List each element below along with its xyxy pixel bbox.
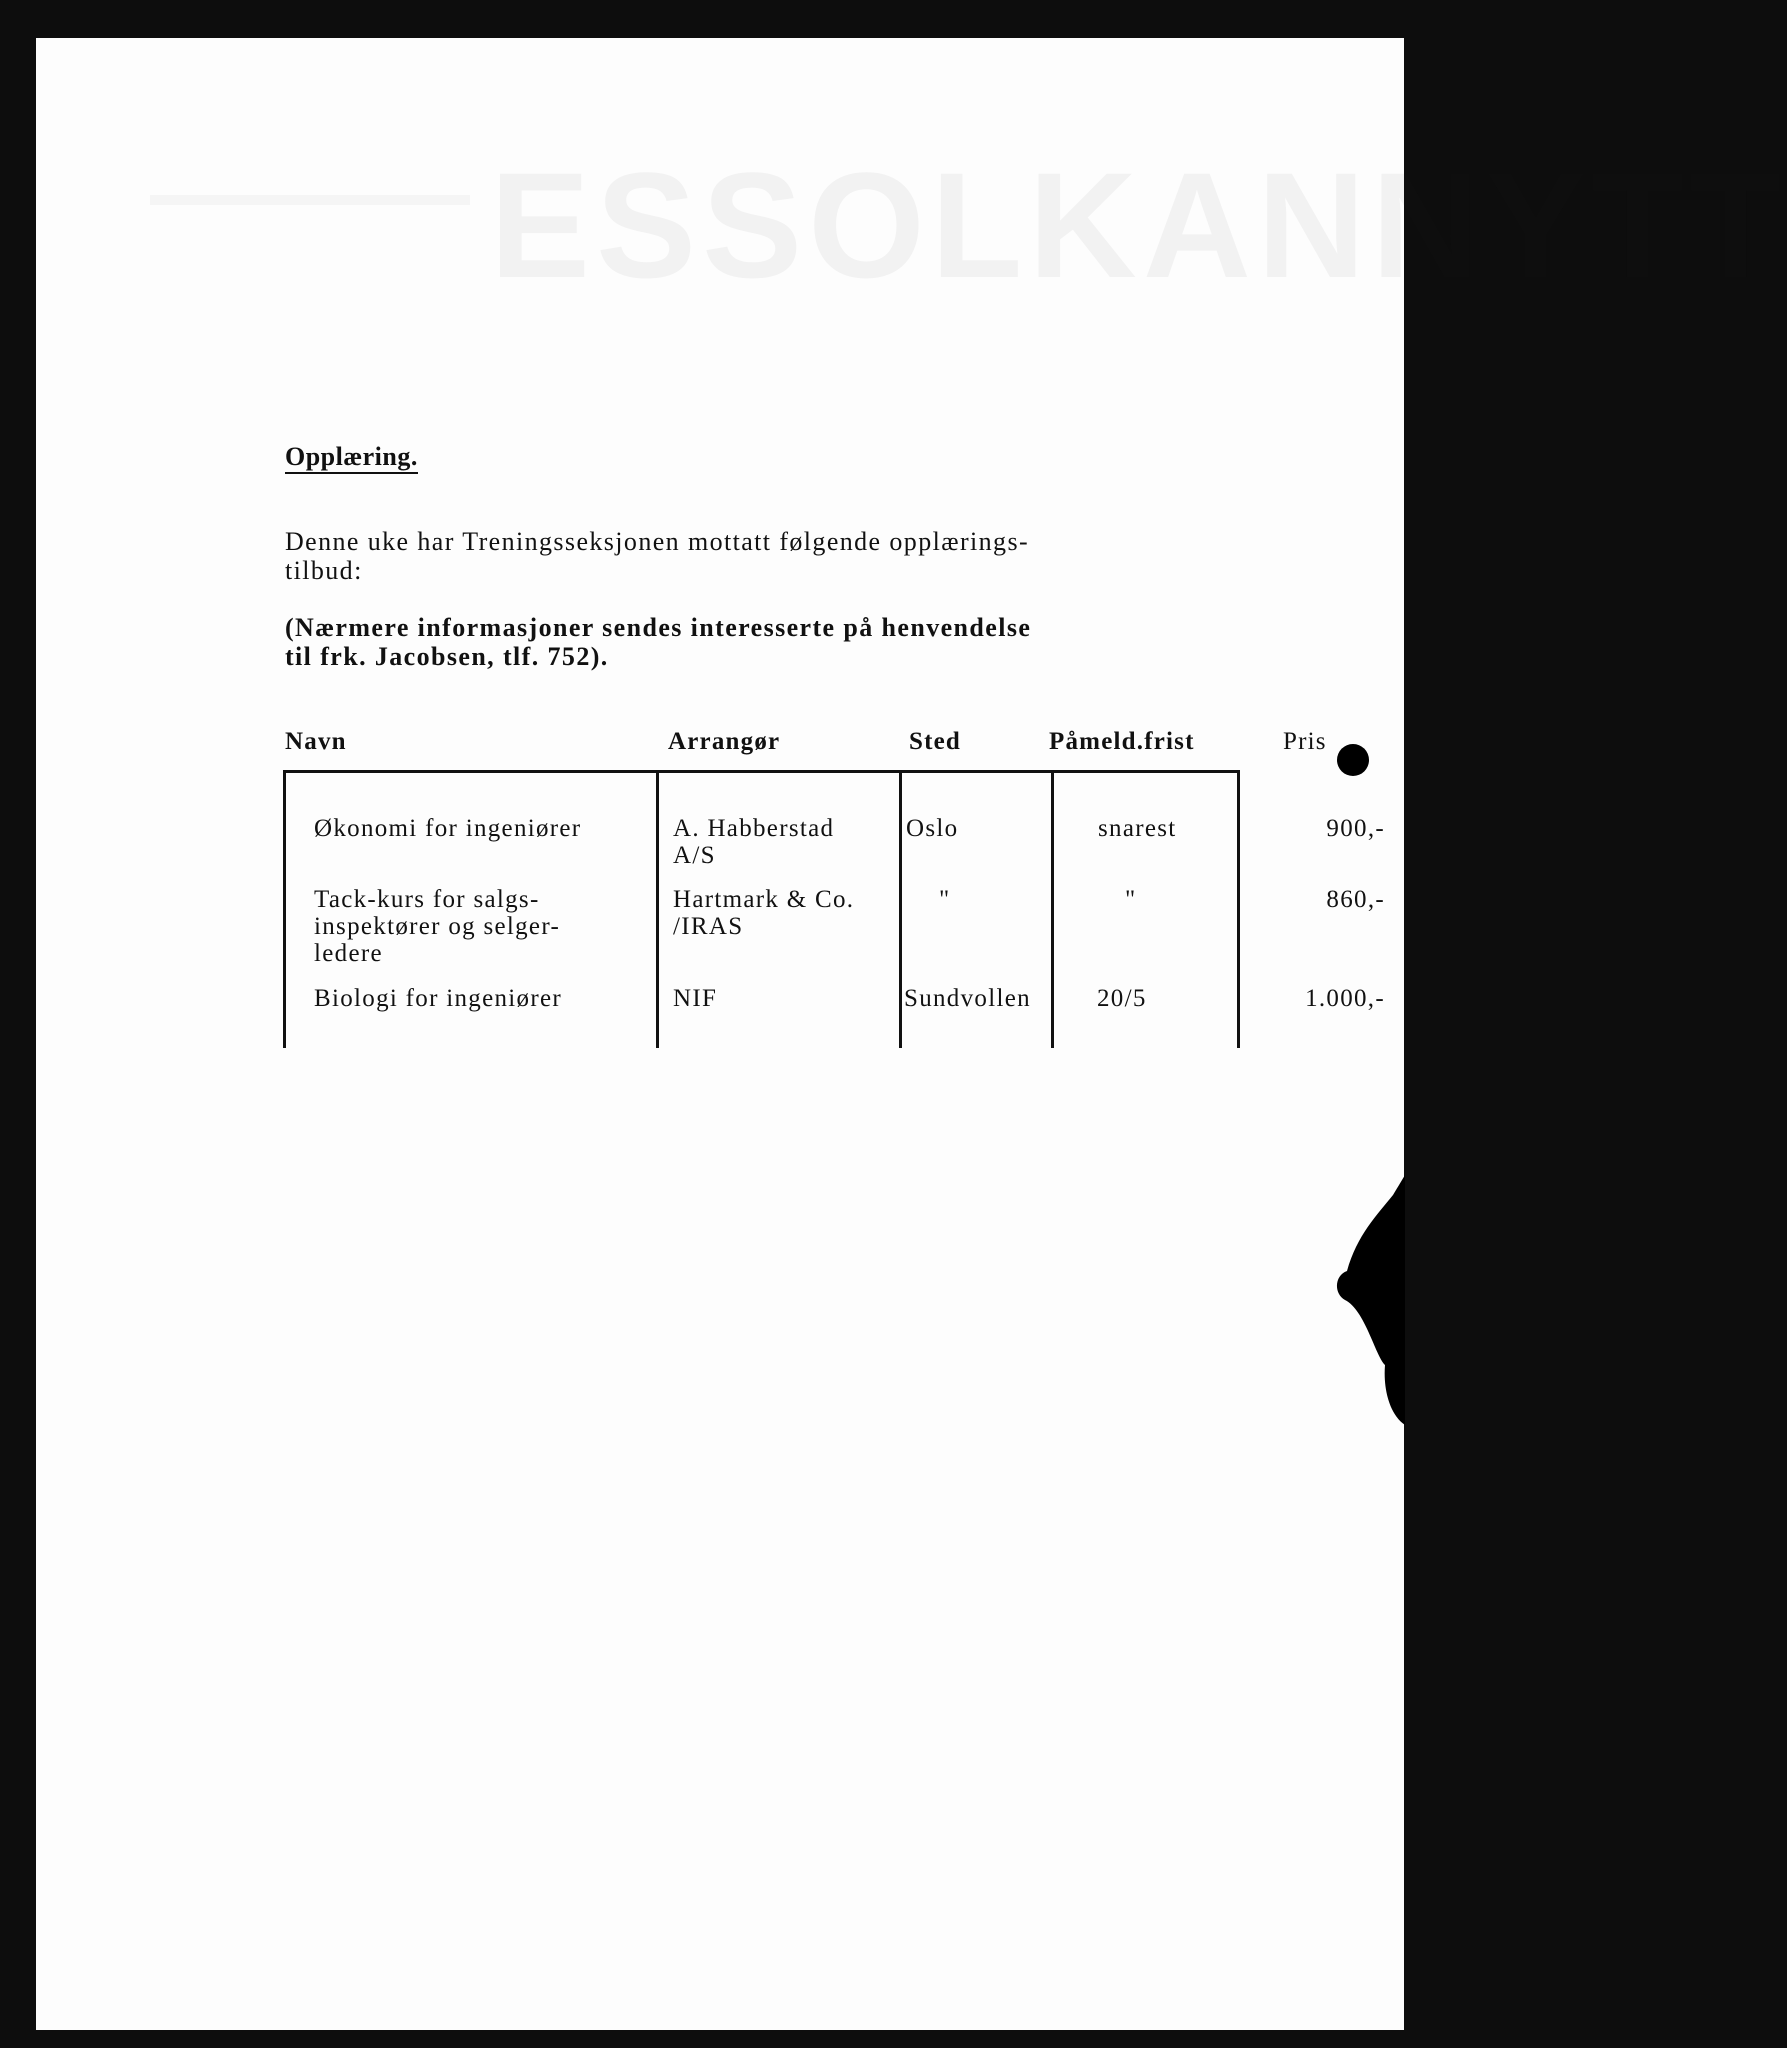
column-header-arrangor: Arrangør: [668, 728, 781, 755]
table-cell-arrangor: A. Habberstad A/S: [673, 815, 835, 869]
punch-hole-mark: [1335, 1175, 1405, 1425]
table-column-divider: [283, 772, 286, 1048]
table-column-divider: [656, 772, 659, 1048]
table-column-divider: [899, 772, 902, 1048]
table-cell-sted: Oslo: [906, 815, 959, 842]
scan-smudge: [150, 195, 470, 205]
table-cell-sted: ": [939, 886, 951, 913]
column-header-pameldingsfrist: Påmeld.frist: [1049, 728, 1195, 755]
table-cell-arrangor: NIF: [673, 985, 718, 1012]
document-page: [36, 38, 1787, 2030]
table-cell-navn: Biologi for ingeniører: [314, 985, 562, 1012]
table-cell-arrangor: Hartmark & Co. /IRAS: [673, 886, 855, 940]
column-header-sted: Sted: [909, 728, 962, 755]
table-cell-navn: Økonomi for ingeniører: [314, 815, 582, 842]
table-cell-pris: 900,-: [1326, 815, 1385, 842]
section-heading: Opplæring.: [285, 442, 418, 474]
contact-paragraph: (Nærmere informasjoner sendes interesserte på henvendelse til frk. Jacobsen, tlf. 752).: [285, 613, 1032, 671]
table-cell-pris: 1.000,-: [1305, 985, 1385, 1012]
table-cell-pris: 860,-: [1326, 886, 1385, 913]
column-header-pris: Pris: [1283, 728, 1327, 755]
table-cell-frist: 20/5: [1097, 985, 1147, 1012]
column-header-navn: Navn: [285, 728, 347, 755]
show-through-masthead: ESSOLKANNYTT: [490, 141, 1787, 309]
punch-hole-mark: [1337, 744, 1369, 776]
table-cell-navn: Tack-kurs for salgs- inspektører og selger- ledere: [314, 886, 561, 967]
table-cell-frist: ": [1125, 886, 1137, 913]
table-column-divider: [1051, 772, 1054, 1048]
table-header-rule: [283, 770, 1240, 773]
table-cell-frist: snarest: [1098, 815, 1177, 842]
intro-paragraph: Denne uke har Treningsseksjonen mottatt følgende opplærings- tilbud:: [285, 527, 1030, 585]
table-cell-sted: Sundvollen: [904, 985, 1031, 1012]
